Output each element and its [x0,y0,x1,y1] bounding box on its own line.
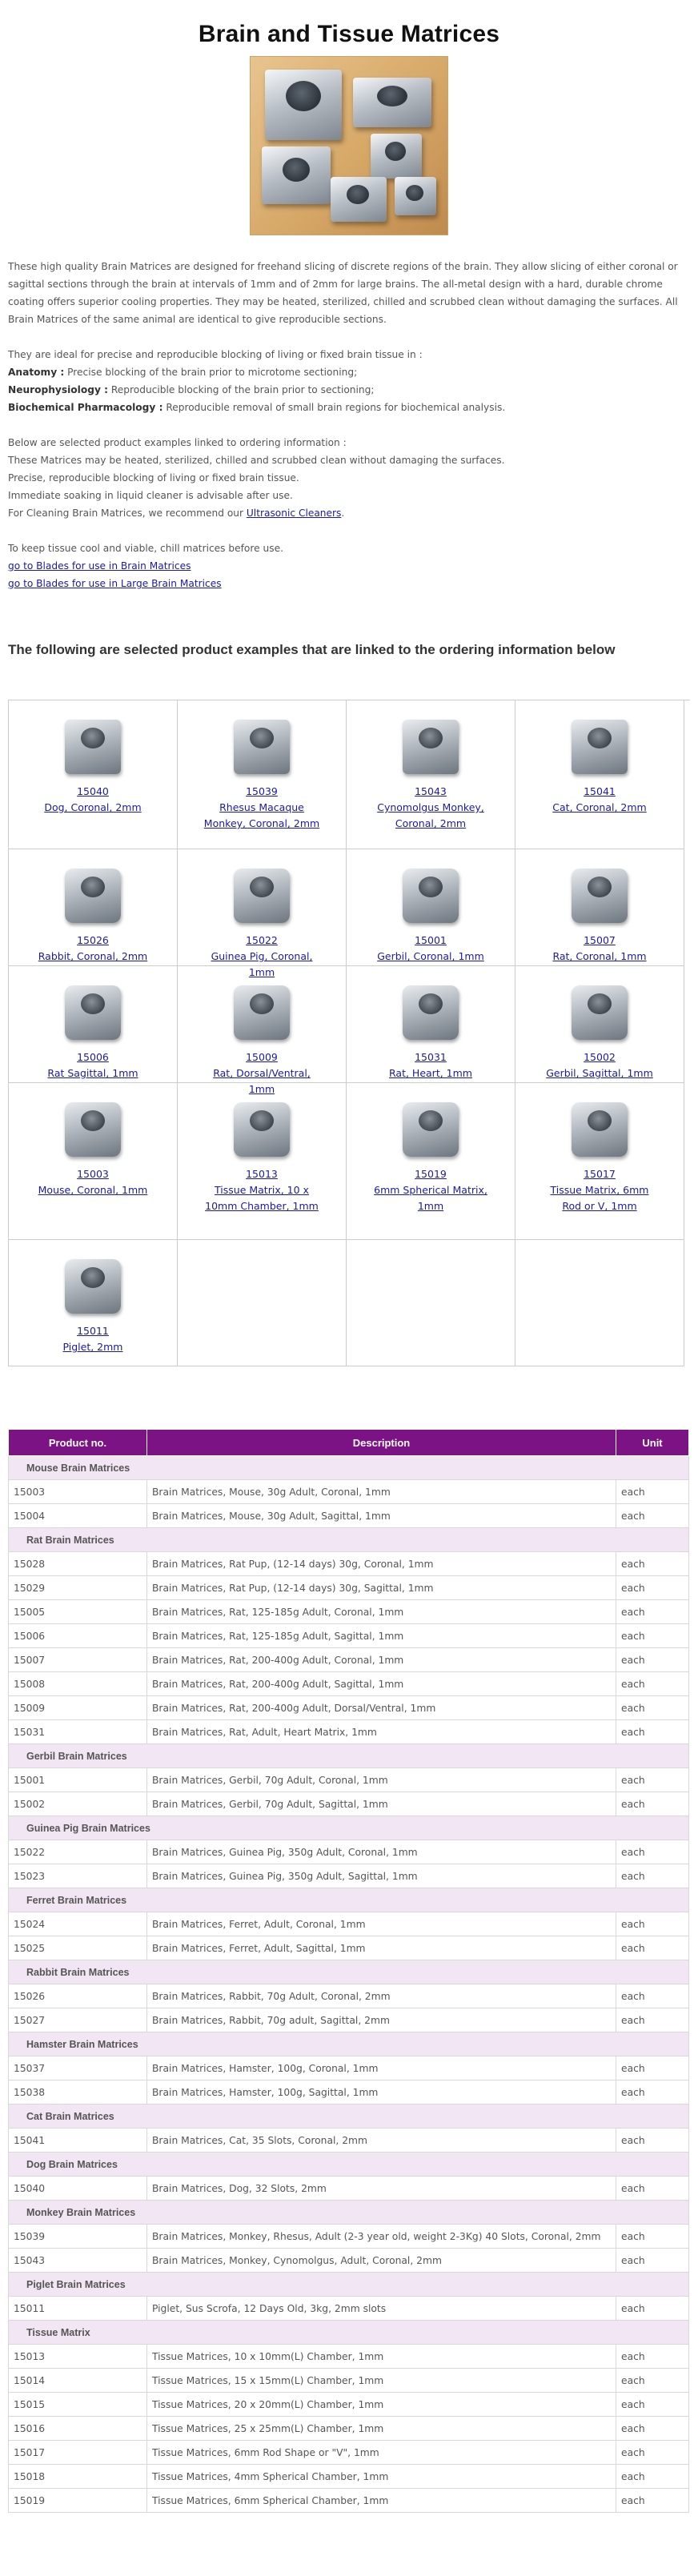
product-no-cell: 15026 [9,1984,147,2008]
table-row [9,1576,689,1600]
product-cell-15019 [347,1083,515,1240]
product-cell-15026 [9,849,178,966]
unit-cell: each [616,1720,689,1744]
section-heading: The following are selected product examples that are linked to the ordering information below [8,642,616,657]
table-header-row [9,1430,689,1456]
product-no-cell: 15016 [9,2417,147,2441]
table-row [9,1600,689,1624]
category-label: Tissue Matrix [9,2321,689,2345]
description-cell: Tissue Matrices, 6mm Spherical Chamber, 1mm [147,2489,616,2513]
description-cell: Brain Matrices, Rat, 200-400g Adult, Coronal, 1mm [147,1648,616,1672]
unit-cell: each [616,1984,689,2008]
description-cell: Brain Matrices, Rabbit, 70g Adult, Coronal, 2mm [147,1984,616,2008]
description-cell: Brain Matrices, Monkey, Rhesus, Adult (2-3 year old, weight 2-3Kg) 40 Slots, Coronal, 2mm [147,2225,616,2249]
product-no-cell: 15043 [9,2249,147,2273]
product-no-cell: 15001 [9,1768,147,1792]
unit-cell: each [616,1768,689,1792]
table-row [9,2345,689,2369]
product-label-link[interactable]: Cynomolgus Monkey, Coronal, 2mm [377,801,484,829]
product-number-link[interactable]: 15043 [415,785,447,797]
product-grid [8,700,690,1366]
unit-cell: each [616,2225,689,2249]
product-label-link[interactable]: Piglet, 2mm [62,1341,123,1353]
product-cell-15039 [178,700,347,849]
ultrasonic-cleaners-link[interactable]: Ultrasonic Cleaners [246,508,342,519]
info-line-4: Immediate soaking in liquid cleaner is advisable after use. [8,490,293,501]
description-cell: Brain Matrices, Rat, 125-185g Adult, Sagittal, 1mm [147,1624,616,1648]
product-thumbnail[interactable] [57,979,129,1046]
product-label-link[interactable]: 6mm Spherical Matrix, 1mm [374,1184,487,1212]
description-cell: Brain Matrices, Rat, 200-400g Adult, Dorsal/Ventral, 1mm [147,1696,616,1720]
product-label-link[interactable]: Rat Sagittal, 1mm [47,1067,138,1079]
description-cell: Brain Matrices, Rat, Adult, Heart Matrix, 1mm [147,1720,616,1744]
intro-text [8,258,690,592]
category-label: Piglet Brain Matrices [9,2273,689,2297]
description-cell: Brain Matrices, Rabbit, 70g adult, Sagittal, 2mm [147,2008,616,2032]
category-row [9,1816,689,1840]
unit-cell: each [616,2297,689,2321]
product-no-cell: 15027 [9,2008,147,2032]
table-row [9,1648,689,1672]
product-cell-15011 [9,1240,178,1366]
product-no-cell: 15031 [9,1720,147,1744]
table-row [9,1936,689,1960]
unit-cell: each [616,2008,689,2032]
product-cell-15031 [347,966,515,1083]
product-no-cell: 15039 [9,2225,147,2249]
product-thumbnail[interactable] [226,1096,298,1163]
unit-cell: each [616,2441,689,2465]
product-thumbnail[interactable] [57,862,129,929]
product-no-cell: 15005 [9,1600,147,1624]
description-cell: Brain Matrices, Monkey, Cynomolgus, Adult, Coronal, 2mm [147,2249,616,2273]
product-no-cell: 15029 [9,1576,147,1600]
product-table [8,1429,689,2513]
unit-cell: each [616,1648,689,1672]
grid-cell [347,1240,515,1366]
product-number-link[interactable]: 15013 [246,1168,278,1180]
product-no-cell: 15019 [9,2489,147,2513]
table-row [9,1912,689,1936]
grid-row [9,1083,690,1240]
product-cell-15040 [9,700,178,849]
category-row [9,1888,689,1912]
product-no-cell: 15002 [9,1792,147,1816]
table-row [9,1480,689,1504]
product-cell-15041 [515,700,684,849]
description-cell: Brain Matrices, Rat, 200-400g Adult, Sagittal, 1mm [147,1672,616,1696]
header-product-no: Product no. [9,1430,147,1456]
product-no-cell: 15013 [9,2345,147,2369]
table-row [9,2489,689,2513]
product-label-link[interactable]: Tissue Matrix, 6mm Rod or V, 1mm [550,1184,649,1212]
product-thumbnail[interactable] [564,862,636,929]
table-row [9,2369,689,2393]
product-label-link[interactable]: Cat, Coronal, 2mm [552,801,647,813]
product-no-cell: 15004 [9,1504,147,1528]
product-number-link[interactable]: 15011 [77,1325,109,1337]
product-no-cell: 15008 [9,1672,147,1696]
unit-cell: each [616,2249,689,2273]
description-cell: Brain Matrices, Cat, 35 Slots, Coronal, 2mm [147,2129,616,2153]
product-no-cell: 15003 [9,1480,147,1504]
unit-cell: each [616,1480,689,1504]
product-table-body [9,1456,689,2513]
header-description: Description [147,1430,616,1456]
product-no-cell: 15011 [9,2297,147,2321]
grid-row [9,849,690,978]
category-label: Rat Brain Matrices [9,1528,689,1552]
product-no-cell: 15007 [9,1648,147,1672]
product-no-cell: 15040 [9,2177,147,2201]
grid-cell [178,1240,347,1366]
product-cell-15002 [515,966,684,1083]
description-cell: Brain Matrices, Guinea Pig, 350g Adult, Coronal, 1mm [147,1840,616,1864]
table-row [9,1552,689,1576]
description-cell: Tissue Matrices, 4mm Spherical Chamber, 1mm [147,2465,616,2489]
product-no-cell: 15025 [9,1936,147,1960]
product-cell-15009 [178,966,347,1095]
product-label-link[interactable]: Rat, Heart, 1mm [389,1067,472,1079]
product-thumbnail[interactable] [395,979,467,1046]
product-label-link[interactable]: Mouse, Coronal, 1mm [38,1184,148,1196]
product-no-cell: 15018 [9,2465,147,2489]
unit-cell: each [616,2056,689,2080]
grid-cell [515,1240,684,1366]
product-number-link[interactable]: 15026 [77,934,109,946]
use-biochem: Biochemical Pharmacology : Reproducible removal of small brain regions for biochemical analysis. [8,402,506,413]
product-number-link[interactable]: 15006 [77,1051,109,1063]
unit-cell: each [616,1912,689,1936]
product-number-link[interactable]: 15001 [415,934,447,946]
product-number-link[interactable]: 15031 [415,1051,447,1063]
product-number-link[interactable]: 15041 [584,785,616,797]
description-cell: Tissue Matrices, 25 x 25mm(L) Chamber, 1mm [147,2417,616,2441]
product-thumbnail[interactable] [226,862,298,929]
unit-cell: each [616,1552,689,1576]
description-cell: Brain Matrices, Gerbil, 70g Adult, Sagittal, 1mm [147,1792,616,1816]
description-cell: Tissue Matrices, 20 x 20mm(L) Chamber, 1mm [147,2393,616,2417]
table-row [9,2008,689,2032]
table-row [9,1720,689,1744]
table-row [9,2225,689,2249]
unit-cell: each [616,1576,689,1600]
unit-cell: each [616,1672,689,1696]
hero-image-wrap [8,56,690,239]
category-row [9,2273,689,2297]
category-row [9,1744,689,1768]
description-cell: Brain Matrices, Guinea Pig, 350g Adult, Sagittal, 1mm [147,1864,616,1888]
description-cell: Brain Matrices, Ferret, Adult, Sagittal, 1mm [147,1936,616,1960]
unit-cell: each [616,1792,689,1816]
hero-product-photo [250,56,448,235]
product-number-link[interactable]: 15022 [246,934,278,946]
product-no-cell: 15009 [9,1696,147,1720]
product-number-link[interactable]: 15040 [77,785,109,797]
unit-cell: each [616,1600,689,1624]
product-thumbnail[interactable] [395,862,467,929]
product-label-link[interactable]: Gerbil, Coronal, 1mm [377,950,484,962]
product-number-link[interactable]: 15003 [77,1168,109,1180]
table-row [9,2177,689,2201]
description-cell: Brain Matrices, Rat Pup, (12-14 days) 30g, Coronal, 1mm [147,1552,616,1576]
info-line-3: Precise, reproducible blocking of living or fixed brain tissue. [8,472,299,484]
product-thumbnail[interactable] [564,713,636,780]
product-thumbnail[interactable] [226,979,298,1046]
category-label: Rabbit Brain Matrices [9,1960,689,1984]
product-thumbnail[interactable] [57,1253,129,1320]
unit-cell: each [616,1504,689,1528]
product-no-cell: 15022 [9,1840,147,1864]
product-no-cell: 15041 [9,2129,147,2153]
category-row [9,1456,689,1480]
product-no-cell: 15038 [9,2080,147,2105]
description-cell: Brain Matrices, Ferret, Adult, Coronal, 1mm [147,1912,616,1936]
product-thumbnail[interactable] [395,1096,467,1163]
product-cell-15013 [178,1083,347,1240]
category-label: Ferret Brain Matrices [9,1888,689,1912]
unit-cell: each [616,2129,689,2153]
info-line-2: These Matrices may be heated, sterilized, chilled and scrubbed clean without damaging the surfaces. [8,455,505,466]
product-no-cell: 15028 [9,1552,147,1576]
product-thumbnail[interactable] [564,979,636,1046]
table-row [9,1768,689,1792]
table-row [9,2393,689,2417]
category-label: Monkey Brain Matrices [9,2201,689,2225]
product-no-cell: 15015 [9,2393,147,2417]
table-row [9,1672,689,1696]
product-thumbnail[interactable] [564,1096,636,1163]
unit-cell: each [616,2080,689,2105]
table-row [9,1624,689,1648]
unit-cell: each [616,1864,689,1888]
grid-row [9,966,690,1095]
category-row [9,1960,689,1984]
intro-paragraph: These high quality Brain Matrices are designed for freehand slicing of discrete regions of the brain. They allow slicing of either coronal or sagittal sections through the brain at intervals of 1mm and of 2mm for large brains. The all-metal design with a hard, durable chrome coating offers superior cooling properties. They may be heated, sterilized, chilled and scrubbed clean without damaging the surfaces. All Brain Matrices of the same animal are identical to give reproducible sections. [8,261,678,325]
table-row [9,1864,689,1888]
product-cell-15007 [515,849,684,966]
product-no-cell: 15017 [9,2441,147,2465]
category-label: Hamster Brain Matrices [9,2032,689,2056]
unit-cell: each [616,2345,689,2369]
description-cell: Brain Matrices, Gerbil, 70g Adult, Coronal, 1mm [147,1768,616,1792]
description-cell: Brain Matrices, Rat Pup, (12-14 days) 30g, Sagittal, 1mm [147,1576,616,1600]
product-cell-15017 [515,1083,684,1240]
product-no-cell: 15006 [9,1624,147,1648]
description-cell: Brain Matrices, Mouse, 30g Adult, Coronal, 1mm [147,1480,616,1504]
keep-cool-line: To keep tissue cool and viable, chill matrices before use. [8,543,283,554]
unit-cell: each [616,1624,689,1648]
category-row [9,2105,689,2129]
table-row [9,2297,689,2321]
product-no-cell: 15024 [9,1912,147,1936]
product-cell-15001 [347,849,515,966]
table-row [9,1984,689,2008]
description-cell: Brain Matrices, Mouse, 30g Adult, Sagittal, 1mm [147,1504,616,1528]
description-cell: Tissue Matrices, 6mm Rod Shape or "V", 1mm [147,2441,616,2465]
unit-cell: each [616,2417,689,2441]
unit-cell: each [616,1696,689,1720]
table-row [9,2465,689,2489]
blades-brain-link[interactable]: go to Blades for use in Brain Matrices [8,560,191,572]
unit-cell: each [616,1840,689,1864]
product-no-cell: 15023 [9,1864,147,1888]
unit-cell: each [616,2393,689,2417]
use-anatomy: Anatomy : Precise blocking of the brain prior to microtome sectioning; [8,367,358,378]
product-label-link[interactable]: Guinea Pig, Coronal, 1mm [211,950,313,978]
category-label: Mouse Brain Matrices [9,1456,689,1480]
category-label: Guinea Pig Brain Matrices [9,1816,689,1840]
cleaning-line: For Cleaning Brain Matrices, we recommend our Ultrasonic Cleaners. [8,508,345,519]
category-row [9,1528,689,1552]
category-label: Dog Brain Matrices [9,2153,689,2177]
unit-cell: each [616,1936,689,1960]
table-row [9,1840,689,1864]
use-neurophysiology: Neurophysiology : Reproducible blocking of the brain prior to sectioning; [8,384,375,395]
product-cell-15043 [347,700,515,849]
category-row [9,2201,689,2225]
grid-row [9,1240,690,1366]
product-label-link[interactable]: Rhesus Macaque Monkey, Coronal, 2mm [203,801,320,829]
product-number-link[interactable]: 15019 [415,1168,447,1180]
unit-cell: each [616,2177,689,2201]
product-thumbnail[interactable] [57,1096,129,1163]
blades-large-brain-link[interactable]: go to Blades for use in Large Brain Matrices [8,578,222,589]
category-row [9,2321,689,2345]
product-number-link[interactable]: 15009 [246,1051,278,1063]
product-number-link[interactable]: 15039 [246,785,278,797]
page [8,21,690,2532]
product-no-cell: 15014 [9,2369,147,2393]
table-row [9,1792,689,1816]
product-label-link[interactable]: Dog, Coronal, 2mm [44,801,142,813]
unit-cell: each [616,2465,689,2489]
below-line: Below are selected product examples linked to ordering information : [8,437,347,448]
product-number-link[interactable]: 15007 [584,934,616,946]
table-row [9,1696,689,1720]
product-number-link[interactable]: 15017 [584,1168,616,1180]
description-cell: Brain Matrices, Dog, 32 Slots, 2mm [147,2177,616,2201]
description-cell: Brain Matrices, Hamster, 100g, Sagittal, 1mm [147,2080,616,2105]
ideal-line: They are ideal for precise and reproducible blocking of living or fixed brain tissue in : [8,349,423,360]
table-row [9,1504,689,1528]
table-row [9,2080,689,2105]
product-label-link[interactable]: Tissue Matrix, 10 x 10mm Chamber, 1mm [205,1184,319,1212]
description-cell: Brain Matrices, Hamster, 100g, Coronal, 1mm [147,2056,616,2080]
product-cell-15006 [9,966,178,1083]
product-label-link[interactable]: Gerbil, Sagittal, 1mm [546,1067,653,1079]
unit-cell: each [616,2369,689,2393]
product-thumbnail[interactable] [395,713,467,780]
category-row [9,2032,689,2056]
table-row [9,2129,689,2153]
product-no-cell: 15037 [9,2056,147,2080]
description-cell: Piglet, Sus Scrofa, 12 Days Old, 3kg, 2mm slots [147,2297,616,2321]
product-thumbnail[interactable] [226,713,298,780]
category-label: Gerbil Brain Matrices [9,1744,689,1768]
product-thumbnail[interactable] [57,713,129,780]
category-label: Cat Brain Matrices [9,2105,689,2129]
description-cell: Brain Matrices, Rat, 125-185g Adult, Coronal, 1mm [147,1600,616,1624]
table-row [9,2441,689,2465]
table-row [9,2417,689,2441]
product-label-link[interactable]: Rabbit, Coronal, 2mm [38,950,148,962]
category-row [9,2153,689,2177]
header-unit: Unit [616,1430,689,1456]
page-title: Brain and Tissue Matrices [198,21,500,47]
description-cell: Tissue Matrices, 15 x 15mm(L) Chamber, 1mm [147,2369,616,2393]
product-label-link[interactable]: Rat, Coronal, 1mm [552,950,647,962]
description-cell: Tissue Matrices, 10 x 10mm(L) Chamber, 1mm [147,2345,616,2369]
product-cell-15003 [9,1083,178,1240]
product-label-link[interactable]: Rat, Dorsal/Ventral, 1mm [213,1067,311,1095]
product-number-link[interactable]: 15002 [584,1051,616,1063]
unit-cell: each [616,2489,689,2513]
table-row [9,2249,689,2273]
product-cell-15022 [178,849,347,978]
grid-row [9,700,690,849]
table-row [9,2056,689,2080]
